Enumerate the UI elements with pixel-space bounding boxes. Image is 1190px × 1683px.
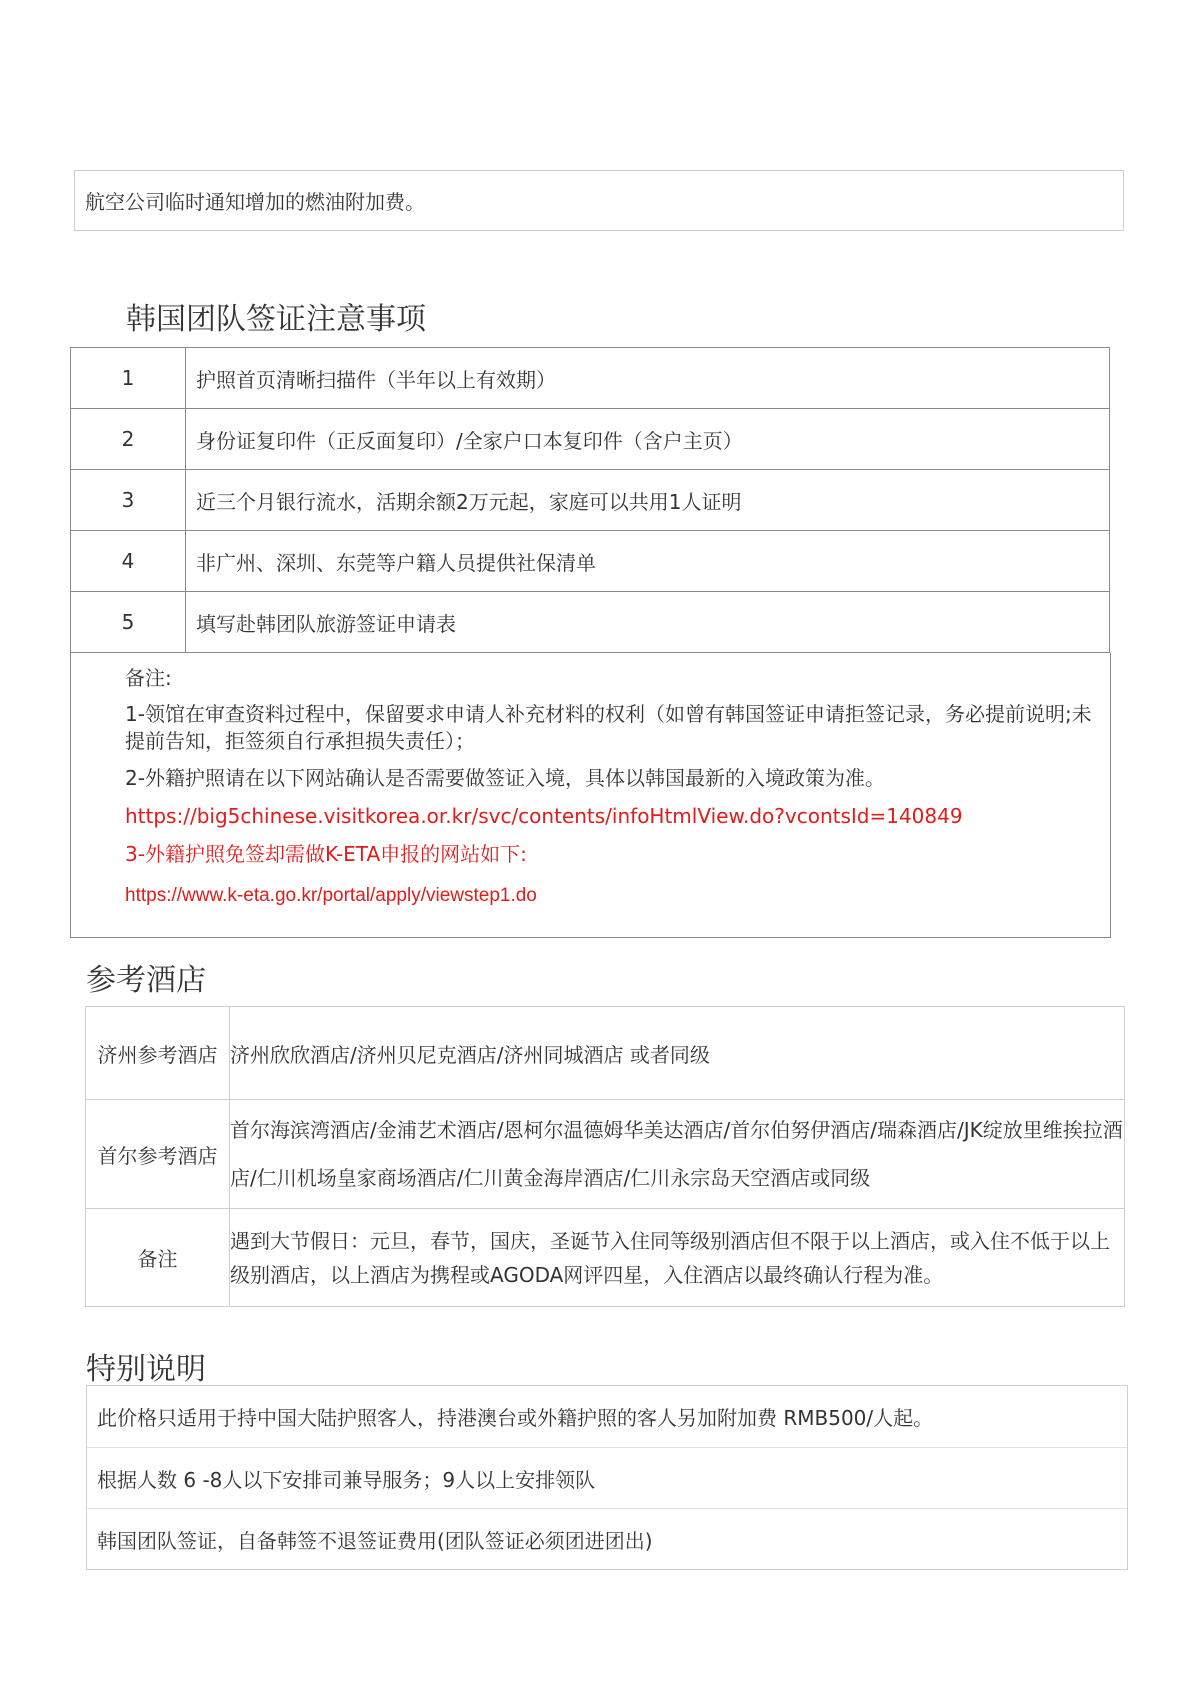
k-eta-link[interactable]: https://www.k-eta.go.kr/portal/apply/viewstep1.do	[125, 885, 537, 906]
fuel-surcharge-note	[74, 170, 1124, 231]
hotel-label: 首尔参考酒店	[86, 1100, 230, 1209]
row-number: 2	[71, 409, 186, 470]
row-text: 非广州、深圳、东莞等户籍人员提供社保清单	[186, 531, 1110, 592]
row-number: 1	[71, 348, 186, 409]
remark-item-2: 2-外籍护照请在以下网站确认是否需要做签证入境，具体以韩国最新的入境政策为准。	[125, 766, 885, 790]
hotel-value: 济州欣欣酒店/济州贝尼克酒店/济州同城酒店 或者同级	[230, 1007, 1125, 1100]
special-note-row	[87, 1447, 1127, 1508]
row-text: 近三个月银行流水，活期余额2万元起，家庭可以共用1人证明	[186, 470, 1110, 531]
row-text: 填写赴韩团队旅游签证申请表	[186, 592, 1110, 653]
hotel-label: 济州参考酒店	[86, 1007, 230, 1100]
reference-hotels-table	[85, 1006, 1125, 1307]
fuel-surcharge-text: 航空公司临时通知增加的燃油附加费。	[85, 190, 425, 214]
special-notes-box	[86, 1385, 1128, 1570]
table-row	[86, 1100, 1125, 1209]
hotel-value: 首尔海滨湾酒店/金浦艺术酒店/恩柯尔温德姆华美达酒店/首尔伯努伊酒店/瑞森酒店/JK绽放里维挨拉酒店/仁川机场皇家商场酒店/仁川黄金海岸酒店/仁川永宗岛天空酒店或同级	[230, 1100, 1125, 1209]
visitkorea-link[interactable]: https://big5chinese.visitkorea.or.kr/svc/contents/infoHtmlView.do?vcontsId=140849	[125, 804, 963, 828]
row-number: 5	[71, 592, 186, 653]
hotel-value: 遇到大节假日：元旦，春节，国庆，圣诞节入住同等级别酒店但不限于以上酒店，或入住不低于以上级别酒店，以上酒店为携程或AGODA网评四星，入住酒店以最终确认行程为准。	[230, 1209, 1125, 1307]
special-note-row	[87, 1386, 1127, 1447]
special-note-row	[87, 1508, 1127, 1569]
visa-section-title: 韩国团队签证注意事项	[126, 302, 426, 337]
row-text: 护照首页清晰扫描件（半年以上有效期）	[186, 348, 1110, 409]
table-row	[71, 531, 1110, 592]
table-row	[71, 348, 1110, 409]
visa-requirements-table	[70, 347, 1110, 653]
visa-remarks	[70, 653, 1111, 938]
special-note-text: 此价格只适用于持中国大陆护照客人，持港澳台或外籍护照的客人另加附加费 RMB500/人起。	[97, 1406, 934, 1430]
remark-item-3: 3-外籍护照免签却需做K-ETA申报的网站如下:	[125, 842, 527, 866]
table-row	[71, 409, 1110, 470]
hotel-label: 备注	[86, 1209, 230, 1307]
hotels-section-title: 参考酒店	[86, 963, 206, 998]
row-number: 4	[71, 531, 186, 592]
special-section-title: 特别说明	[86, 1352, 206, 1387]
row-text: 身份证复印件（正反面复印）/全家户口本复印件（含户主页）	[186, 409, 1110, 470]
table-row	[86, 1209, 1125, 1307]
special-note-text: 根据人数 6 -8人以下安排司兼导服务；9人以上安排领队	[97, 1467, 596, 1492]
table-row	[86, 1007, 1125, 1100]
table-row	[71, 592, 1110, 653]
remark-item-1: 1-领馆在审查资料过程中，保留要求申请人补充材料的权利（如曾有韩国签证申请拒签记录，务必提前说明;未提前告知，拒签须自行承担损失责任）；	[125, 702, 1092, 753]
remarks-label: 备注:	[125, 666, 172, 690]
table-row	[71, 470, 1110, 531]
row-number: 3	[71, 470, 186, 531]
special-note-text: 韩国团队签证，自备韩签不退签证费用(团队签证必须团进团出)	[97, 1528, 653, 1553]
